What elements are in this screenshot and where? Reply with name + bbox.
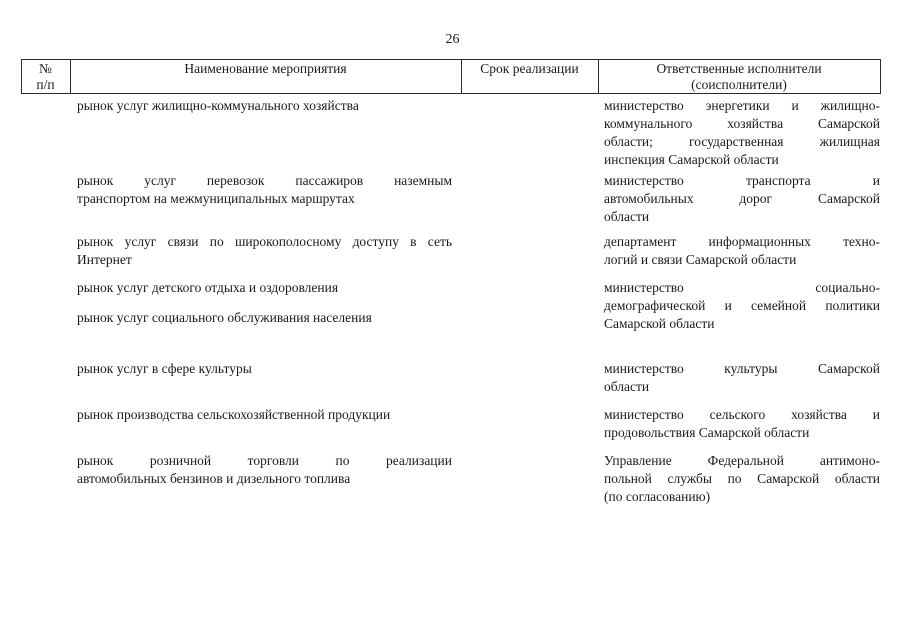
row-2-responsible-line-3: области [604,209,650,224]
row-3-responsible-line-2: логий и связи Самарской области [604,252,797,267]
header-event-cell [70,61,461,77]
row-6-responsible [604,360,880,396]
header-number-cell [21,61,70,93]
row-6-responsible-line-1: министерство культуры Самарской [604,361,880,376]
row-4-responsible-line-2: демографической и семейной политики [604,298,880,313]
row-1-responsible-line-4: инспекция Самарской области [604,152,779,167]
header-bottom-border [21,93,881,94]
row-4-name [77,279,452,297]
row-4-responsible-line-1: министерство социально- [604,280,880,295]
row-2-name-line-2: транспортом на межмуниципальных маршрутах [77,191,355,206]
row-7-name [77,406,452,424]
row-8-responsible-line-3: (по согласованию) [604,489,711,504]
header-number-line2: п/п [36,77,55,92]
row-1-name [77,97,452,115]
row-8-name-line-2: автомобильных бензинов и дизельного топлива [77,471,351,486]
row-7-name-line-1: рынок производства сельскохозяйственной продукции [77,407,391,422]
row-1-responsible-line-3: области; государственная жилищная [604,134,880,149]
row-5-name-line-1: рынок услуг социального обслуживания населения [77,310,372,325]
row-3-name-line-1: рынок услуг связи по широкополосному доступу в сеть [77,234,452,249]
row-3-name-line-2: Интернет [77,252,132,267]
row-5-name [77,309,452,327]
row-2-name [77,172,452,208]
table-header [21,59,881,94]
row-3-responsible-line-1: департамент информационных техно- [604,234,880,249]
header-deadline-cell [461,61,598,77]
page-number: 26 [445,32,460,47]
row-1-name-line: рынок услуг жилищно-коммунального хозяйства [77,98,359,113]
row-2-responsible [604,172,880,226]
row-4-responsible-line-3: Самарской области [604,316,715,331]
header-responsible-cell [598,61,880,93]
header-responsible-line1: Ответственные исполнители [656,61,822,76]
row-7-responsible-line-1: министерство сельского хозяйства и [604,407,880,422]
row-1-responsible-line-1: министерство энергетики и жилищно- [604,98,880,113]
row-2-responsible-line-1: министерство транспорта и [604,173,880,188]
row-8-name [77,452,452,488]
row-7-responsible [604,406,880,442]
row-6-name-line-1: рынок услуг в сфере культуры [77,361,252,376]
row-8-responsible-line-1: Управление Федеральной антимоно- [604,453,880,468]
row-6-name [77,360,452,378]
header-responsible-line2: (соисполнители) [691,77,787,92]
row-8-name-line-1: рынок розничной торговли по реализации [77,453,452,468]
row-1-responsible [604,97,880,169]
row-2-responsible-line-2: автомобильных дорог Самарской [604,191,880,206]
row-8-responsible-line-2: польной службы по Самарской области [604,471,880,486]
row-1-responsible-line-2: коммунального хозяйства Самарской [604,116,880,131]
row-4-name-line-1: рынок услуг детского отдыха и оздоровления [77,280,339,295]
row-8-responsible [604,452,880,506]
header-right-border [880,59,881,94]
header-number-line1: № [39,61,52,76]
row-6-responsible-line-2: области [604,379,650,394]
header-deadline: Срок реализации [480,61,579,76]
row-3-responsible [604,233,880,269]
row-7-responsible-line-2: продовольствия Самарской области [604,425,810,440]
row-3-name [77,233,452,269]
header-top-border [21,59,881,60]
header-event-name: Наименование мероприятия [184,61,347,76]
row-2-name-line-1: рынок услуг перевозок пассажиров наземным [77,173,452,188]
row-4-responsible [604,279,880,333]
